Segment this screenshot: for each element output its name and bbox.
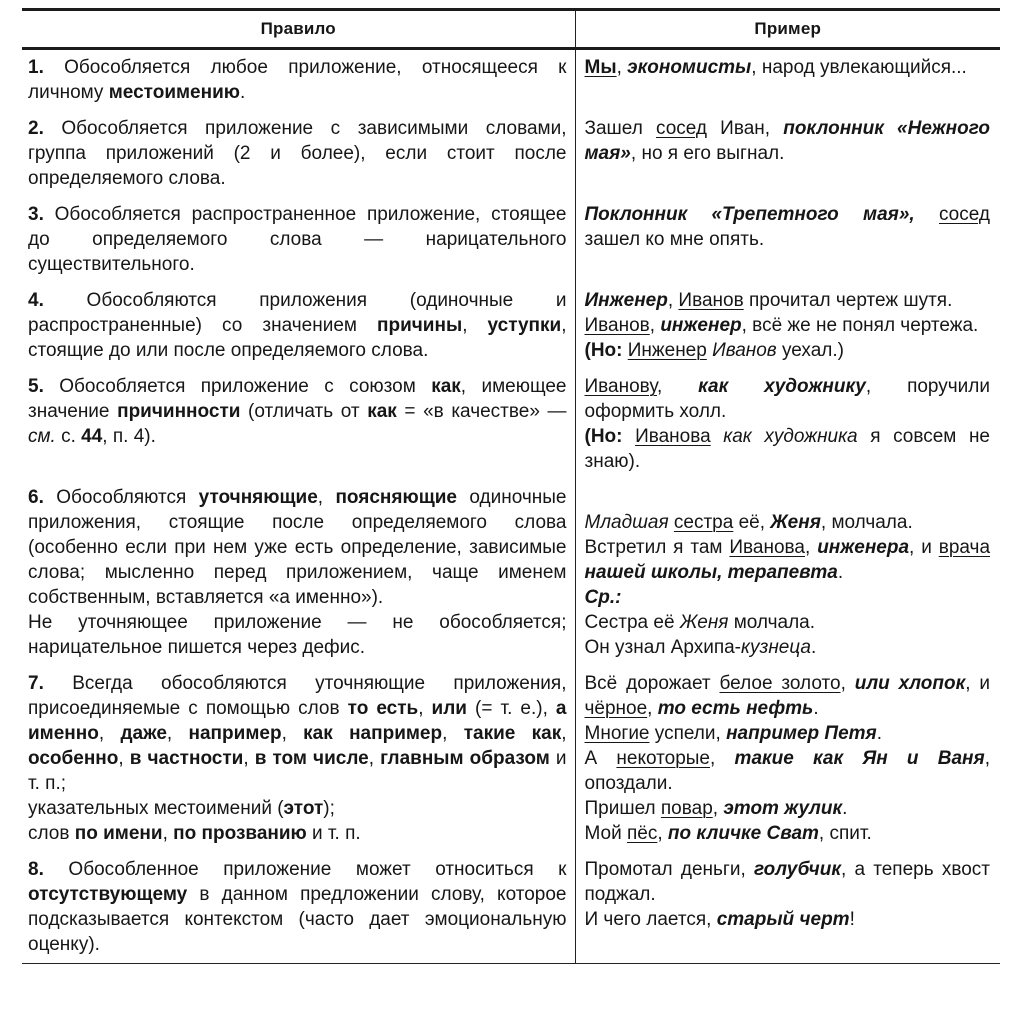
table-row bbox=[22, 49, 1000, 112]
text-run: , bbox=[317, 487, 336, 508]
text-run: уточняющие bbox=[198, 487, 318, 508]
rule-cell bbox=[22, 480, 575, 666]
text-run: , bbox=[281, 723, 304, 744]
text-run: . bbox=[837, 562, 844, 583]
text-run: Иванов bbox=[678, 290, 744, 311]
text-run: как например bbox=[303, 723, 443, 744]
text-run: , bbox=[647, 698, 658, 719]
example-paragraph bbox=[585, 610, 991, 635]
example-paragraph bbox=[585, 585, 991, 610]
text-run: или хлопок bbox=[854, 673, 966, 694]
text-run: (Но: bbox=[584, 340, 628, 361]
text-run: Зашел bbox=[584, 118, 656, 139]
text-run: с. bbox=[55, 426, 82, 447]
rule-paragraph bbox=[28, 116, 567, 191]
text-run: нашей школы, терапевта bbox=[584, 562, 838, 583]
text-run: см. bbox=[28, 426, 56, 447]
text-run: , bbox=[162, 823, 174, 844]
table-row bbox=[22, 480, 1000, 666]
text-run: например bbox=[188, 723, 282, 744]
example-paragraph bbox=[585, 338, 991, 363]
text-run: белое золото bbox=[719, 673, 841, 694]
table-row bbox=[22, 852, 1000, 964]
rule-paragraph bbox=[28, 857, 567, 957]
text-run: кузнеца bbox=[741, 637, 811, 658]
text-run: Мой bbox=[584, 823, 627, 844]
text-run: ! bbox=[849, 909, 855, 930]
rule-paragraph bbox=[28, 485, 567, 610]
text-run: Иванов bbox=[706, 340, 777, 361]
example-paragraph bbox=[585, 535, 991, 585]
table-row bbox=[22, 369, 1000, 480]
text-run: экономисты bbox=[627, 57, 752, 78]
rule-cell bbox=[22, 852, 575, 964]
text-run: такие как Ян и Ваня bbox=[734, 748, 985, 769]
rule-cell bbox=[22, 666, 575, 852]
text-run: в данном предложении слову, которое подсказывается контекстом (часто дает эмоциональную оценку). bbox=[28, 884, 567, 955]
text-run: ); bbox=[323, 798, 335, 819]
text-run: , bbox=[442, 723, 464, 744]
text-run: Многие bbox=[584, 723, 650, 744]
text-run: . bbox=[876, 723, 883, 744]
text-run: , и bbox=[965, 673, 990, 694]
text-run: , имеющее значение bbox=[28, 376, 567, 422]
text-run: , опоздали. bbox=[584, 748, 991, 794]
text-run: , а теперь хвост поджал. bbox=[584, 859, 990, 905]
example-paragraph bbox=[585, 857, 991, 907]
text-run: Он узнал Архипа- bbox=[584, 637, 742, 658]
text-run: Иванов bbox=[584, 315, 650, 336]
text-run: (отличать от bbox=[240, 401, 368, 422]
text-run: Женя bbox=[770, 512, 821, 533]
example-paragraph bbox=[585, 796, 991, 821]
table-header bbox=[22, 10, 1000, 49]
example-paragraph bbox=[585, 510, 991, 535]
example-paragraph bbox=[585, 55, 991, 80]
text-run: , но я его выгнал. bbox=[630, 143, 785, 164]
text-run: Промотал деньги, bbox=[584, 859, 754, 880]
text-run: сосед bbox=[938, 204, 990, 225]
rule-paragraph bbox=[28, 202, 567, 277]
text-run: по прозванию bbox=[173, 823, 307, 844]
example-paragraph bbox=[585, 288, 991, 313]
text-run: голубчик bbox=[753, 859, 841, 880]
rule-paragraph bbox=[28, 55, 567, 105]
text-run: главным образом bbox=[380, 748, 550, 769]
text-run: Инженер bbox=[627, 340, 707, 361]
text-run: , стоящие до или после определяемого слова. bbox=[28, 315, 567, 361]
text-run: . bbox=[842, 798, 848, 819]
example-cell bbox=[575, 480, 1000, 666]
text-run: одиночные приложения, стоящие после определяемого слова (особенно если при нем уже есть определение, зависимые слова; мысленно перед приложением, чаще именем собственным, вставляется «а именно»). bbox=[28, 487, 567, 608]
table-row bbox=[22, 197, 1000, 283]
text-run: поясняющие bbox=[335, 487, 457, 508]
text-run: я совсем не знаю). bbox=[584, 426, 990, 472]
rule-paragraph bbox=[28, 671, 567, 796]
text-run: то есть bbox=[347, 698, 419, 719]
text-run: а именно bbox=[28, 698, 567, 744]
text-run: Мы bbox=[584, 57, 617, 78]
text-run: как художнику bbox=[698, 376, 866, 397]
text-run: , и bbox=[909, 537, 939, 558]
text-run: И чего лается, bbox=[584, 909, 717, 930]
text-run: . bbox=[811, 637, 817, 658]
rule-paragraph bbox=[28, 288, 567, 363]
text-run: , bbox=[805, 537, 818, 558]
text-run: , bbox=[98, 723, 121, 744]
example-paragraph bbox=[585, 671, 991, 721]
text-run: причины bbox=[377, 315, 463, 336]
text-run: , п. 4). bbox=[102, 426, 156, 447]
table-body bbox=[22, 49, 1000, 964]
text-run: Не уточняющее приложение — не обособляется; нарицательное пишется через дефис. bbox=[28, 612, 567, 658]
text-run: чёрное bbox=[584, 698, 648, 719]
text-run: указательных местоимений ( bbox=[28, 798, 284, 819]
rule-cell bbox=[22, 197, 575, 283]
example-paragraph bbox=[585, 635, 991, 660]
text-run: Встретил я там bbox=[584, 537, 730, 558]
example-cell bbox=[575, 666, 1000, 852]
text-run: слов bbox=[28, 823, 75, 844]
text-run: Обособленное приложение может относиться к bbox=[43, 859, 567, 880]
text-run: Ср.: bbox=[584, 587, 622, 608]
example-paragraph bbox=[585, 721, 991, 746]
example-paragraph bbox=[585, 821, 991, 846]
example-paragraph bbox=[585, 116, 991, 166]
text-run: Иванова bbox=[635, 426, 711, 447]
text-run: например Петя bbox=[726, 723, 877, 744]
text-run: . bbox=[813, 698, 819, 719]
rule-paragraph bbox=[28, 821, 567, 846]
text-run: Иванову bbox=[584, 376, 657, 397]
text-run: инженер bbox=[660, 315, 742, 336]
text-run: зашел ко мне опять. bbox=[584, 229, 765, 250]
text-run: врача bbox=[938, 537, 991, 558]
rule-cell bbox=[22, 369, 575, 480]
text-run: успели, bbox=[649, 723, 727, 744]
text-run: , bbox=[840, 673, 855, 694]
text-run: , bbox=[118, 748, 130, 769]
text-run: этот жулик bbox=[723, 798, 843, 819]
text-run: (= т. е.), bbox=[466, 698, 556, 719]
text-run: , всё же не понял чертежа. bbox=[741, 315, 979, 336]
text-run: Женя bbox=[679, 612, 729, 633]
text-run: (Но: bbox=[584, 426, 636, 447]
text-run: , молчала. bbox=[820, 512, 913, 533]
text-run: местоимению bbox=[108, 82, 241, 103]
text-run: 8. bbox=[28, 859, 44, 880]
text-run: уступки bbox=[487, 315, 562, 336]
text-run: такие как bbox=[463, 723, 562, 744]
text-run: повар bbox=[660, 798, 713, 819]
text-run: , bbox=[616, 57, 628, 78]
text-run: 5. bbox=[28, 376, 44, 397]
text-run: 7. bbox=[28, 673, 44, 694]
rule-paragraph bbox=[28, 374, 567, 449]
example-cell bbox=[575, 283, 1000, 369]
text-run: пёс bbox=[627, 823, 658, 844]
text-run: , bbox=[712, 798, 724, 819]
example-paragraph bbox=[585, 313, 991, 338]
rule-paragraph bbox=[28, 610, 567, 660]
text-run: , bbox=[649, 315, 661, 336]
text-run: Иван, bbox=[707, 118, 784, 139]
text-run: Всегда обособляются уточняющие приложения, присоединяемые с помощью слов bbox=[28, 673, 567, 719]
example-cell bbox=[575, 111, 1000, 197]
text-run: отсутствующему bbox=[28, 884, 188, 905]
rule-paragraph bbox=[28, 796, 567, 821]
text-run: , bbox=[166, 723, 189, 744]
text-run: 4. bbox=[28, 290, 44, 311]
text-run: Обособляется любое приложение, относящееся к личному bbox=[28, 57, 567, 103]
text-run: и т. п.; bbox=[28, 748, 567, 794]
example-cell bbox=[575, 369, 1000, 480]
text-run: Сестра её bbox=[584, 612, 680, 633]
text-run: , bbox=[710, 748, 735, 769]
text-run: сестра bbox=[673, 512, 734, 533]
text-run: как bbox=[431, 376, 461, 397]
text-run: то есть нефть bbox=[657, 698, 814, 719]
text-run: Младшая bbox=[584, 512, 674, 533]
text-run: = «в качестве» — bbox=[396, 401, 567, 422]
text-run: , bbox=[243, 748, 255, 769]
text-run: , bbox=[667, 290, 679, 311]
text-run: как художника bbox=[710, 426, 858, 447]
text-run: сосед bbox=[655, 118, 708, 139]
text-run: молчала. bbox=[728, 612, 815, 633]
text-run: прочитал чертеж шутя. bbox=[743, 290, 953, 311]
example-cell bbox=[575, 49, 1000, 112]
text-run: причинности bbox=[117, 401, 241, 422]
text-run: Инженер bbox=[584, 290, 668, 311]
example-paragraph bbox=[585, 746, 991, 796]
text-run: её, bbox=[733, 512, 771, 533]
text-run: и т. п. bbox=[306, 823, 361, 844]
example-cell bbox=[575, 852, 1000, 964]
example-paragraph bbox=[585, 907, 991, 932]
text-run: 1. bbox=[28, 57, 44, 78]
text-run: Иванова bbox=[729, 537, 805, 558]
text-run: уехал.) bbox=[776, 340, 844, 361]
text-run: А bbox=[584, 748, 617, 769]
text-run: старый черт bbox=[716, 909, 850, 930]
text-run: Пришел bbox=[584, 798, 661, 819]
text-run: 3. bbox=[28, 204, 44, 225]
text-run: 44 bbox=[81, 426, 103, 447]
text-run: , bbox=[418, 698, 432, 719]
text-run: Всё дорожает bbox=[584, 673, 720, 694]
text-run: Обособляется приложение с союзом bbox=[43, 376, 432, 397]
text-run: , bbox=[462, 315, 488, 336]
text-run: , bbox=[657, 823, 668, 844]
text-run: по кличке Сват bbox=[667, 823, 819, 844]
rule-cell bbox=[22, 111, 575, 197]
text-run: , bbox=[368, 748, 381, 769]
text-run: некоторые bbox=[616, 748, 711, 769]
text-run: инженера bbox=[817, 537, 910, 558]
header-row bbox=[22, 10, 1000, 49]
rule-cell bbox=[22, 49, 575, 112]
text-run: по имени bbox=[74, 823, 163, 844]
text-run: , народ увлекающийся... bbox=[751, 57, 967, 78]
text-run: этот bbox=[283, 798, 324, 819]
column-header-rule: Правило bbox=[22, 10, 575, 49]
rule-cell bbox=[22, 283, 575, 369]
text-run: в частности bbox=[129, 748, 244, 769]
text-run: поклонник «Нежного мая» bbox=[584, 118, 991, 164]
text-run: . bbox=[240, 82, 246, 103]
table-row bbox=[22, 283, 1000, 369]
text-run: Обособляется распространенное приложение, стоящее до определяемого слова — нарицательного существительного. bbox=[28, 204, 567, 275]
text-run: 2. bbox=[28, 118, 44, 139]
text-run: Обособляется приложение с зависимыми словами, группа приложений (2 и более), если стоит после определяемого слова. bbox=[28, 118, 567, 189]
text-run: особенно bbox=[28, 748, 119, 769]
example-cell bbox=[575, 197, 1000, 283]
text-run: Обособляются приложения (одиночные и распространенные) со значением bbox=[28, 290, 567, 336]
text-run: Поклонник «Трепетного мая», bbox=[584, 204, 939, 225]
text-run: Обособляются bbox=[43, 487, 199, 508]
text-run: 6. bbox=[28, 487, 44, 508]
table-row bbox=[22, 111, 1000, 197]
rules-table bbox=[22, 8, 1000, 964]
example-paragraph bbox=[585, 424, 991, 474]
text-run: , поручили оформить холл. bbox=[584, 376, 990, 422]
example-paragraph bbox=[585, 202, 991, 252]
table-row bbox=[22, 666, 1000, 852]
example-paragraph bbox=[585, 374, 991, 424]
text-run: , bbox=[561, 723, 567, 744]
column-header-example: Пример bbox=[575, 10, 1000, 49]
text-run: , bbox=[656, 376, 699, 397]
document-page bbox=[22, 8, 1000, 964]
text-run: , спит. bbox=[818, 823, 872, 844]
text-run: в том числе bbox=[254, 748, 369, 769]
text-run: или bbox=[431, 698, 467, 719]
text-run: как bbox=[367, 401, 397, 422]
text-run: даже bbox=[120, 723, 167, 744]
